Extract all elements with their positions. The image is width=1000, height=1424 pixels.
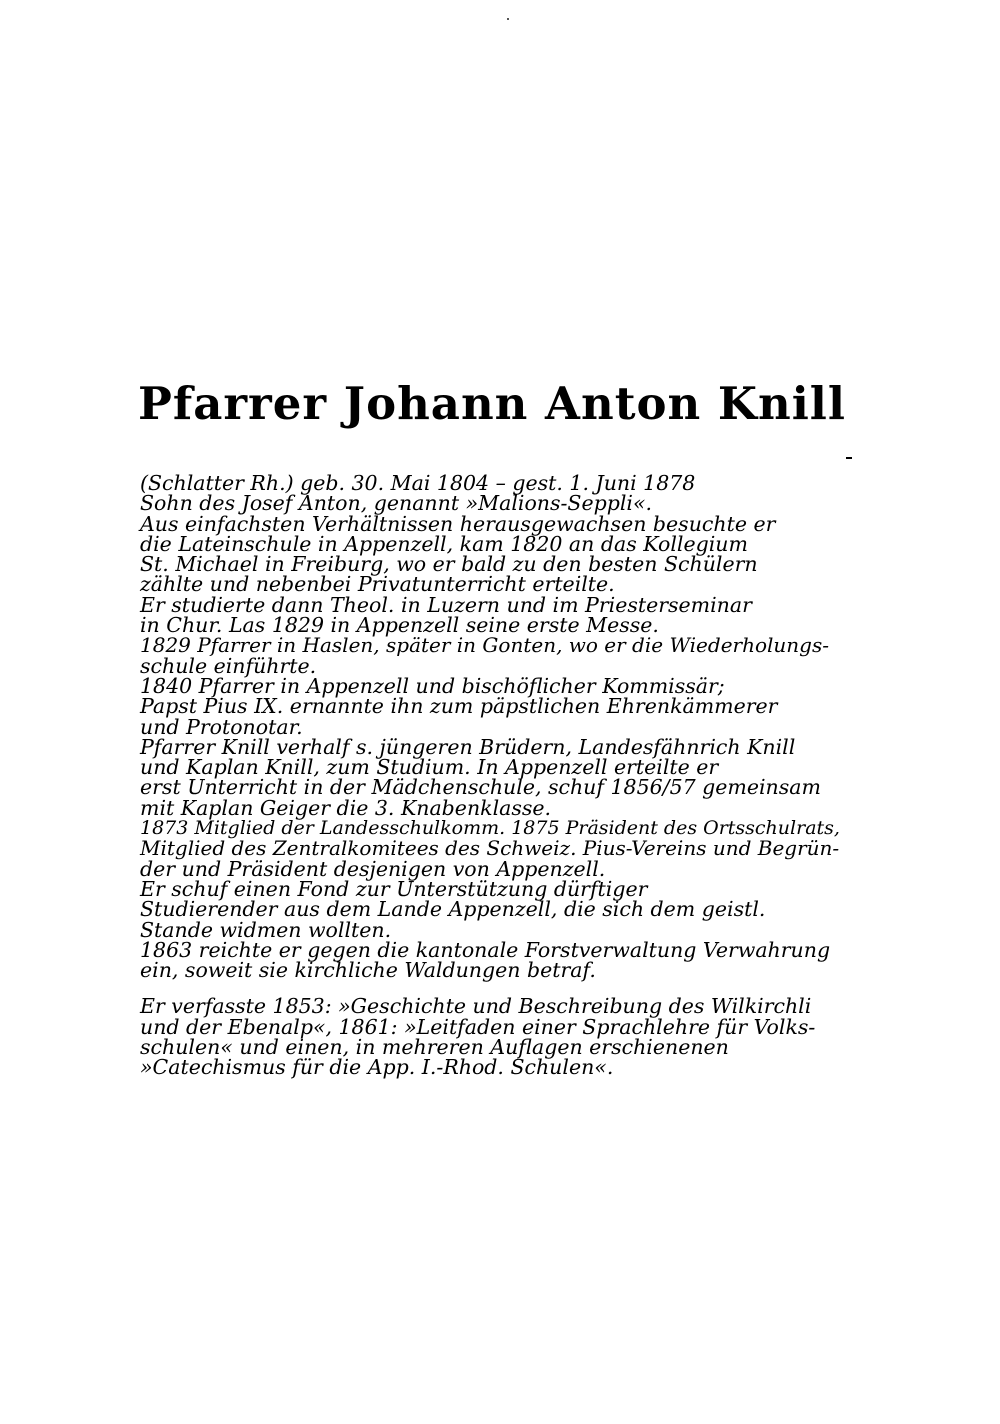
text-line: 1840 Pfarrer in Appenzell und bischöflicher Kommissär; [140, 673, 725, 698]
text-line: mit Kaplan Geiger die 3. Knabenklasse. [140, 795, 552, 820]
text-line: und der Ebenalp«, 1861: »Leitfaden einer Sprachlehre für Volks- [140, 1014, 816, 1039]
text-line: (Schlatter Rh.) geb. 30. Mai 1804 – gest. 1. Juni 1878 [140, 471, 696, 495]
biography-text [140, 473, 840, 1078]
paragraph-publications [140, 994, 840, 1080]
text-line: zählte und nebenbei Privatunterricht erteilte. [140, 572, 615, 597]
text-line: in Chur. Las 1829 in Appenzell seine erste Messe. [140, 613, 659, 638]
text-line: Studierender aus dem Lande Appenzell, die sich dem geistl. [140, 897, 766, 922]
text-line: 1873 Mitglied der Landesschulkomm. 1875 Präsident des Ortsschulrats, [140, 817, 840, 840]
text-line: ein, soweit sie kirchliche Waldungen betraf. [140, 958, 596, 983]
text-line: Mitglied des Zentralkomitees des Schweiz. Pius-Vereins und Begrün- [140, 836, 840, 861]
text-line: Papst Pius IX. ernannte ihn zum päpstlichen Ehrenkämmerer [140, 694, 778, 719]
text-line: 1863 reichte er gegen die kantonale Forstverwaltung Verwahrung [140, 937, 831, 962]
text-line: Sohn des Josef Anton, genannt »Malions-Seppli«. [140, 491, 653, 516]
paragraph-biography [140, 471, 840, 983]
text-line: St. Michael in Freiburg, wo er bald zu den besten Schülern [140, 552, 758, 577]
text-line: erst Unterricht in der Mädchenschule, schuf 1856/57 gemeinsam [140, 775, 821, 800]
text-line: schule einführte. [140, 653, 317, 678]
margin-dash [846, 457, 852, 459]
text-line: schulen« und einen, in mehreren Auflagen erschienenen [140, 1035, 729, 1060]
text-line: Er studierte dann Theol. in Luzern und im Priesterseminar [140, 592, 752, 617]
text-line: Er schuf einen Fond zur Unterstützung dürftiger [140, 876, 648, 901]
text-line: und Kaplan Knill, zum Studium. In Appenzell erteilte er [140, 755, 719, 780]
scan-speck [507, 18, 509, 20]
text-line: Stande widmen wollten. [140, 917, 392, 942]
text-line: Pfarrer Knill verhalf s. jüngeren Brüdern, Landesfähnrich Knill [140, 734, 796, 759]
text-line: Aus einfachsten Verhältnissen herausgewachsen besuchte er [140, 511, 776, 536]
text-line: Er verfasste 1853: »Geschichte und Beschreibung des Wilkirchli [140, 994, 812, 1019]
text-line: »Catechismus für die App. I.-Rhod. Schulen«. [140, 1055, 614, 1080]
text-line: der und Präsident desjenigen von Appenzell. [140, 856, 606, 881]
text-line: 1829 Pfarrer in Haslen, später in Gonten, wo er die Wiederholungs- [140, 633, 829, 658]
page-title: Pfarrer Johann Anton Knill [138, 377, 846, 430]
text-line: die Lateinschule in Appenzell, kam 1820 an das Kollegium [140, 531, 748, 556]
text-line: und Protonotar. [140, 714, 303, 739]
